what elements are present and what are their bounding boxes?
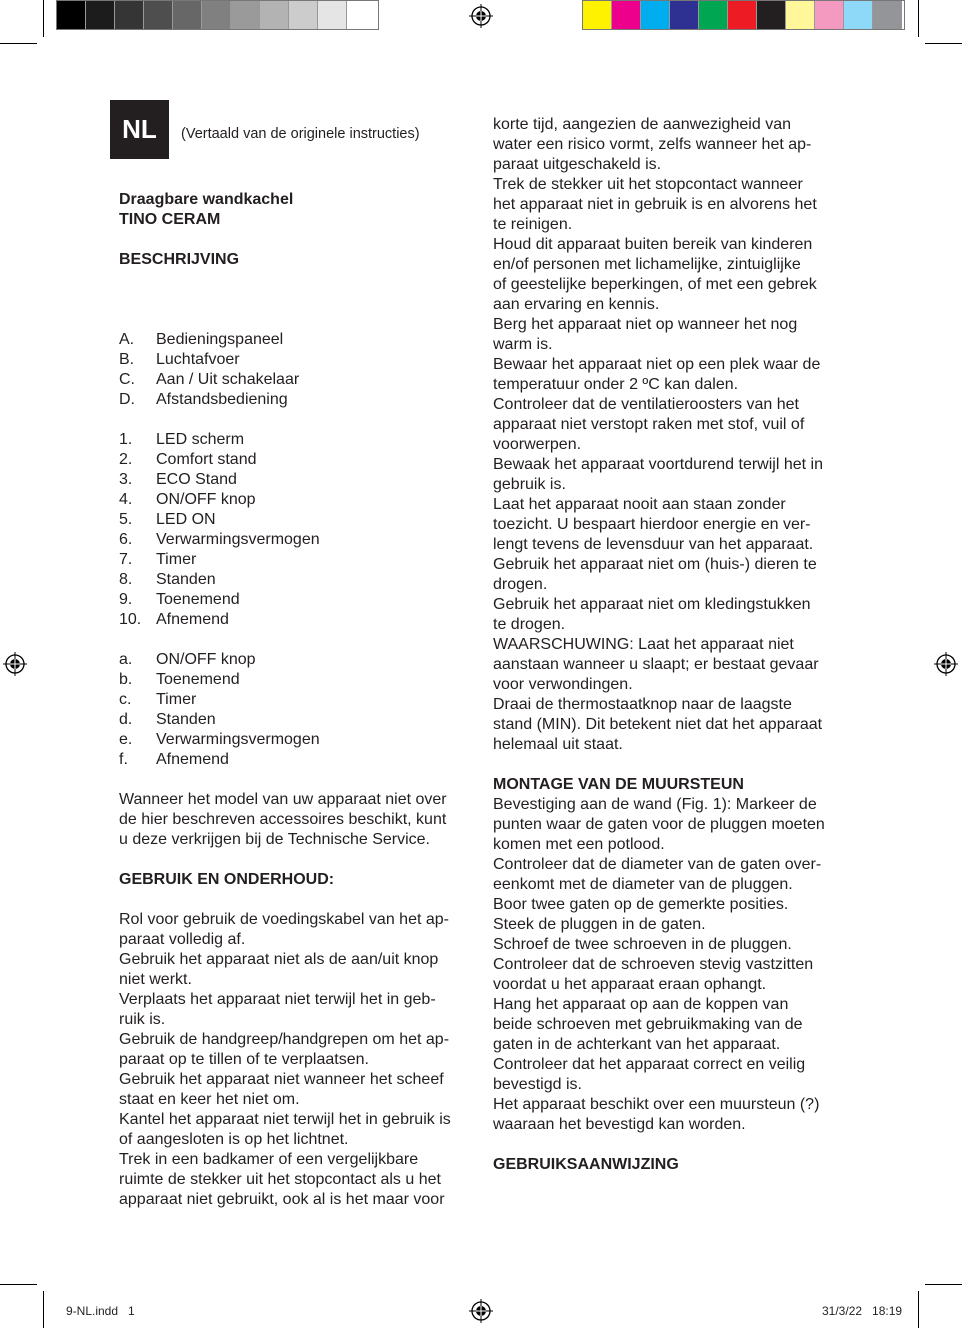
text-line: Trek in een badkamer of een vergelijkbare — [119, 1151, 419, 1168]
text-line: Schroef de twee schroeven in de pluggen. — [493, 936, 792, 953]
text-line: Controleer dat de ventilatieroosters van het — [493, 396, 799, 413]
text-line: Draai de thermostaatknop naar de laagste — [493, 696, 792, 713]
color-swatch — [86, 1, 115, 29]
list-item-label: Luchtafvoer — [156, 351, 240, 368]
text-line: staat en keer het niet om. — [119, 1091, 300, 1108]
color-swatch — [318, 1, 347, 29]
list-item — [119, 550, 469, 570]
section-heading-use: GEBRUIK EN ONDERHOUD: — [119, 871, 335, 888]
list-item — [119, 430, 469, 450]
text-line: ruik is. — [119, 1011, 166, 1028]
color-swatch — [289, 1, 318, 29]
list-item-key: D. — [119, 391, 135, 408]
color-swatch — [583, 1, 612, 29]
text-line: komen met een potlood. — [493, 836, 665, 853]
translation-note: (Vertaald van de originele instructies) — [181, 126, 420, 142]
text-line: niet werkt. — [119, 971, 192, 988]
language-badge: NL — [110, 100, 169, 159]
list-item-key: 9. — [119, 591, 133, 608]
list-item-key: 10. — [119, 611, 142, 628]
text-line: toezicht. U bespaart hierdoor energie en ver- — [493, 516, 811, 533]
text-line: apparaat niet gebruikt, ook al is het maar voor — [119, 1191, 445, 1208]
color-swatch — [728, 1, 757, 29]
color-swatch — [347, 1, 376, 29]
crop-mark-top-right-v — [918, 0, 919, 37]
list-item-key: 6. — [119, 531, 133, 548]
section-heading-mount: MONTAGE VAN DE MUURSTEUN — [493, 776, 744, 793]
list-item — [119, 730, 469, 750]
list-item-key: b. — [119, 671, 133, 688]
color-swatch — [699, 1, 728, 29]
text-line: aan ervaring en kennis. — [493, 296, 660, 313]
text-line: Houd dit apparaat buiten bereik van kinderen — [493, 236, 813, 253]
text-line: en/of personen met lichamelijke, zintuiglijke — [493, 256, 801, 273]
text-line: gaten in de achterkant van het apparaat. — [493, 1036, 781, 1053]
list-item — [119, 710, 469, 730]
list-item — [119, 610, 469, 630]
list-item — [119, 530, 469, 550]
list-item — [119, 490, 469, 510]
list-item-label: Toenemend — [156, 671, 240, 688]
list-item-key: f. — [119, 751, 128, 768]
list-item-key: 7. — [119, 551, 133, 568]
list-item-label: Timer — [156, 551, 197, 568]
list-item-label: Standen — [156, 571, 216, 588]
list-item-label: ON/OFF knop — [156, 491, 256, 508]
list-item-label: LED ON — [156, 511, 216, 528]
text-line: paraat op te tillen of te verplaatsen. — [119, 1051, 369, 1068]
text-line: helemaal uit staat. — [493, 736, 623, 753]
text-line: Bevestiging aan de wand (Fig. 1): Markeer de — [493, 796, 817, 813]
text-line: paraat volledig af. — [119, 931, 246, 948]
text-line: Trek de stekker uit het stopcontact wanneer — [493, 176, 803, 193]
color-swatch — [815, 1, 844, 29]
color-swatch — [115, 1, 144, 29]
color-swatch — [670, 1, 699, 29]
color-swatch — [641, 1, 670, 29]
list-item — [119, 370, 469, 390]
list-item — [119, 590, 469, 610]
text-line: Gebruik het apparaat niet als de aan/uit knop — [119, 951, 439, 968]
text-line: u deze verkrijgen bij de Technische Service. — [119, 831, 430, 848]
list-item — [119, 750, 469, 770]
list-item — [119, 690, 469, 710]
list-item-label: LED scherm — [156, 431, 245, 448]
grayscale-color-bar — [56, 0, 379, 30]
list-item-key: C. — [119, 371, 135, 388]
list-item-key: d. — [119, 711, 133, 728]
crop-mark-top-left-h — [0, 43, 37, 44]
color-swatch — [144, 1, 173, 29]
crop-mark-bottom-right-h — [925, 1284, 962, 1285]
text-line: gebruik is. — [493, 476, 566, 493]
text-line: Gebruik het apparaat niet om (huis-) dieren te — [493, 556, 817, 573]
list-item-key: e. — [119, 731, 133, 748]
list-item — [119, 650, 469, 670]
text-line: punten waar de gaten voor de pluggen moeten — [493, 816, 825, 833]
list-item-key: 1. — [119, 431, 133, 448]
color-swatch — [844, 1, 873, 29]
list-item-label: Timer — [156, 691, 197, 708]
list-item-key: 5. — [119, 511, 133, 528]
list-item — [119, 510, 469, 530]
text-line: warm is. — [493, 336, 553, 353]
text-line: Het apparaat beschikt over een muursteun (?) — [493, 1096, 820, 1113]
text-line: Kantel het apparaat niet terwijl het in gebruik is — [119, 1111, 451, 1128]
use-instructions-right — [493, 115, 853, 755]
color-swatch — [612, 1, 641, 29]
text-line: Bewaak het apparaat voortdurend terwijl het in — [493, 456, 823, 473]
list-item-key: 2. — [119, 451, 133, 468]
text-line: Wanneer het model van uw apparaat niet over — [119, 791, 447, 808]
list-item-label: Comfort stand — [156, 451, 257, 468]
text-line: Controleer dat de schroeven stevig vastzitten — [493, 956, 814, 973]
color-swatch — [57, 1, 86, 29]
text-line: lengt tevens de levensduur van het apparaat. — [493, 536, 814, 553]
text-line: Bewaar het apparaat niet op een plek waar de — [493, 356, 821, 373]
list-item — [119, 570, 469, 590]
list-item-key: 3. — [119, 471, 133, 488]
list-item-key: a. — [119, 651, 133, 668]
text-line: te drogen. — [493, 616, 566, 633]
registration-mark-icon — [934, 652, 958, 676]
color-swatch — [757, 1, 786, 29]
list-item-label: Standen — [156, 711, 216, 728]
text-line: apparaat niet verstopt raken met stof, vuil of — [493, 416, 805, 433]
color-swatch — [173, 1, 202, 29]
section-heading-instructions: GEBRUIKSAANWIJZING — [493, 1156, 679, 1173]
color-swatch — [231, 1, 260, 29]
crop-mark-bottom-left-v — [43, 1291, 44, 1328]
text-line: Laat het apparaat nooit aan staan zonder — [493, 496, 786, 513]
list-item-label: Afnemend — [156, 611, 229, 628]
list-item-key: 4. — [119, 491, 133, 508]
parts-list-small-letters — [119, 650, 469, 770]
text-line: Gebruik het apparaat niet wanneer het scheef — [119, 1071, 444, 1088]
registration-mark-icon — [469, 4, 493, 28]
list-item-label: Verwarmingsvermogen — [156, 731, 320, 748]
text-line: Controleer dat het apparaat correct en veilig — [493, 1056, 806, 1073]
text-line: aanstaan wanneer u slaapt; er bestaat gevaar — [493, 656, 819, 673]
text-line: Steek de pluggen in de gaten. — [493, 916, 706, 933]
list-item-key: 8. — [119, 571, 133, 588]
text-line: Verplaats het apparaat niet terwijl het in geb- — [119, 991, 436, 1008]
list-item-key: c. — [119, 691, 132, 708]
cmyk-color-bar — [582, 0, 905, 30]
text-line: korte tijd, aangezien de aanwezigheid van — [493, 116, 791, 133]
color-swatch — [260, 1, 289, 29]
parts-list-letters — [119, 330, 469, 410]
text-line: voorwerpen. — [493, 436, 582, 453]
text-line: Boor twee gaten op de gemerkte posities. — [493, 896, 789, 913]
registration-mark-icon — [3, 652, 27, 676]
list-item-key: B. — [119, 351, 135, 368]
text-line: bevestigd is. — [493, 1076, 582, 1093]
text-line: paraat uitgeschakeld is. — [493, 156, 662, 173]
text-line: drogen. — [493, 576, 548, 593]
list-item-label: Toenemend — [156, 591, 240, 608]
text-line: Gebruik de handgreep/handgrepen om het ap- — [119, 1031, 450, 1048]
list-item-label: ON/OFF knop — [156, 651, 256, 668]
list-item — [119, 670, 469, 690]
list-item-label: Afnemend — [156, 751, 229, 768]
left-column — [119, 190, 469, 1210]
text-line: ruimte de stekker uit het stopcontact als u het — [119, 1171, 441, 1188]
color-swatch — [202, 1, 231, 29]
registration-mark-icon — [469, 1299, 493, 1323]
text-line: eenkomt met de diameter van de pluggen. — [493, 876, 793, 893]
use-instructions-left — [119, 910, 469, 1210]
list-item-label: Bedieningspaneel — [156, 331, 284, 348]
list-item-label: Afstandsbediening — [156, 391, 288, 408]
text-line: stand (MIN). Dit betekent niet dat het apparaat — [493, 716, 823, 733]
crop-mark-bottom-left-h — [0, 1284, 37, 1285]
list-item-key: A. — [119, 331, 135, 348]
text-line: temperatuur onder 2 ºC kan dalen. — [493, 376, 739, 393]
list-item — [119, 390, 469, 410]
list-item-label: Aan / Uit schakelaar — [156, 371, 300, 388]
section-heading-description: BESCHRIJVING — [119, 251, 240, 268]
list-item — [119, 450, 469, 470]
text-line: water een risico vormt, zelfs wanneer het ap- — [493, 136, 812, 153]
list-item-label: ECO Stand — [156, 471, 237, 488]
text-line: Controleer dat de diameter van de gaten over- — [493, 856, 822, 873]
text-line: waaraan het bevestigd kan worden. — [493, 1116, 746, 1133]
text-line: de hier beschreven accessoires beschikt, kunt — [119, 811, 447, 828]
mount-instructions — [493, 795, 853, 1135]
footer-filename: 9-NL.indd 1 — [66, 1304, 135, 1318]
text-line: Berg het apparaat niet op wanneer het nog — [493, 316, 798, 333]
text-line: Gebruik het apparaat niet om kledingstukken — [493, 596, 811, 613]
accessories-paragraph — [119, 790, 469, 850]
crop-mark-top-left-v — [43, 0, 44, 37]
color-swatch — [873, 1, 902, 29]
text-line: of aangesloten is op het lichtnet. — [119, 1131, 349, 1148]
text-line: of geestelijke beperkingen, of met een gebrek — [493, 276, 817, 293]
text-line: voordat u het apparaat eraan ophangt. — [493, 976, 767, 993]
text-line: Hang het apparaat op aan de koppen van — [493, 996, 789, 1013]
list-item-label: Verwarmingsvermogen — [156, 531, 320, 548]
text-line: te reinigen. — [493, 216, 573, 233]
parts-list-numbers — [119, 430, 469, 630]
footer-timestamp: 31/3/22 18:19 — [822, 1304, 903, 1318]
color-swatch — [786, 1, 815, 29]
text-line: voor verwondingen. — [493, 676, 633, 693]
text-line: Rol voor gebruik de voedingskabel van het ap- — [119, 911, 449, 928]
list-item — [119, 350, 469, 370]
text-line: beide schroeven met gebruikmaking van de — [493, 1016, 803, 1033]
product-model: TINO CERAM — [119, 211, 221, 228]
list-item — [119, 470, 469, 490]
text-line: WAARSCHUWING: Laat het apparaat niet — [493, 636, 794, 653]
crop-mark-bottom-right-v — [918, 1291, 919, 1328]
product-type: Draagbare wandkachel — [119, 191, 294, 208]
list-item — [119, 330, 469, 350]
right-column — [493, 115, 853, 1175]
crop-mark-top-right-h — [925, 43, 962, 44]
text-line: het apparaat niet in gebruik is en alvorens het — [493, 196, 817, 213]
